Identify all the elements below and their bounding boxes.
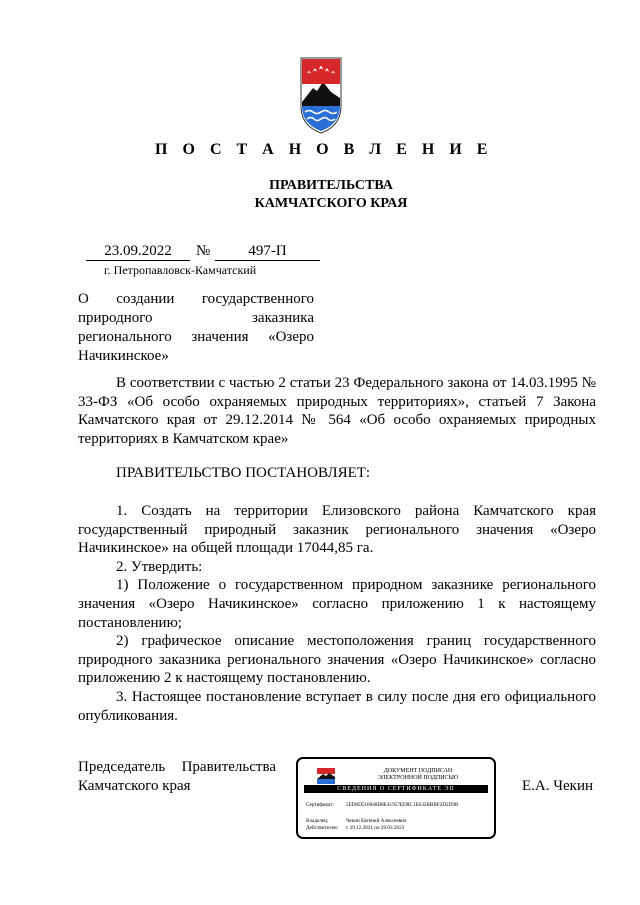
document-city: г. Петропавловск-Камчатский xyxy=(104,263,257,277)
item-paragraph: 2. Утвердить: xyxy=(116,558,203,575)
emblem-mini-icon xyxy=(317,768,335,784)
document-date: 23.09.2022 xyxy=(86,242,190,261)
preamble-paragraph: В соответствии с частью 2 статьи 23 Федерального закона от 14.03.1995 № 33-ФЗ «Об особо охраняемых природных территориях», статьей 7 Закона Камчатского края от 29.12.2014 № 564 «Об особо охраняемых природных территориях в Камчатском крае» xyxy=(78,375,596,447)
certificate-label: Сертификат: xyxy=(306,802,334,808)
stamp-heading-line-1: ДОКУМЕНТ ПОДПИСАН xyxy=(383,768,453,774)
certificate-value: 5ED6D516048D8E41957ED8C1E632BBBF2D2D9B xyxy=(346,802,459,808)
item-paragraph: 1. Создать на территории Елизовского района Камчатского края государственный природный заказник регионального значения «Озеро Начикинское» на общей площади 17044,85 га. xyxy=(78,503,596,557)
authority-line-1: ПРАВИТЕЛЬСТВА xyxy=(269,178,393,193)
signatory-position xyxy=(78,758,276,795)
document-subject: О создании государственного природного заказника регионального значения «Озеро Начикинское» xyxy=(78,291,314,364)
coat-of-arms-emblem xyxy=(299,54,343,134)
position-line-1: Председатель Правительства xyxy=(78,759,276,775)
valid-value: с 29.12.2021 по 29.03.2023 xyxy=(346,825,405,831)
stamp-certificate-bar: СВЕДЕНИЯ О СЕРТИФИКАТЕ ЭП xyxy=(304,785,488,793)
item-paragraph: 1) Положение о государственном природном заказнике регионального значения «Озеро Начикинское» согласно приложению 1 к настоящему постановлению; xyxy=(78,577,596,631)
stamp-heading xyxy=(348,768,488,782)
document-number: 497-П xyxy=(215,242,320,261)
document-type-title: П О С Т А Н О В Л Е Н И Е xyxy=(155,141,493,158)
electronic-signature-stamp xyxy=(296,757,496,839)
item-paragraph: 2) графическое описание местоположения границ государственного природного заказника регионального значения «Озеро Начикинское» согласно приложению 2 к настоящему постановлению. xyxy=(78,633,596,687)
resolution-heading-block xyxy=(78,464,596,483)
valid-label: Действителен: xyxy=(306,825,339,831)
owner-label: Владелец: xyxy=(306,818,329,824)
stamp-heading-line-2: ЭЛЕКТРОННОЙ ПОДПИСЬЮ xyxy=(377,775,459,781)
authority-line-2: КАМЧАТСКОГО КРАЯ xyxy=(254,196,408,211)
resolves-heading: ПРАВИТЕЛЬСТВО ПОСТАНОВЛЯЕТ: xyxy=(116,465,371,481)
issuing-authority xyxy=(0,177,640,213)
item-paragraph: 3. Настоящее постановление вступает в силу после дня его официального опубликования. xyxy=(78,688,596,724)
number-sign: № xyxy=(196,243,211,259)
position-line-2: Камчатского края xyxy=(78,777,191,794)
resolution-items xyxy=(78,502,596,725)
signatory-name: Е.А. Чекин xyxy=(522,778,593,794)
preamble-block xyxy=(78,374,596,448)
owner-value: Чекин Евгений Алексеевич xyxy=(346,818,407,824)
